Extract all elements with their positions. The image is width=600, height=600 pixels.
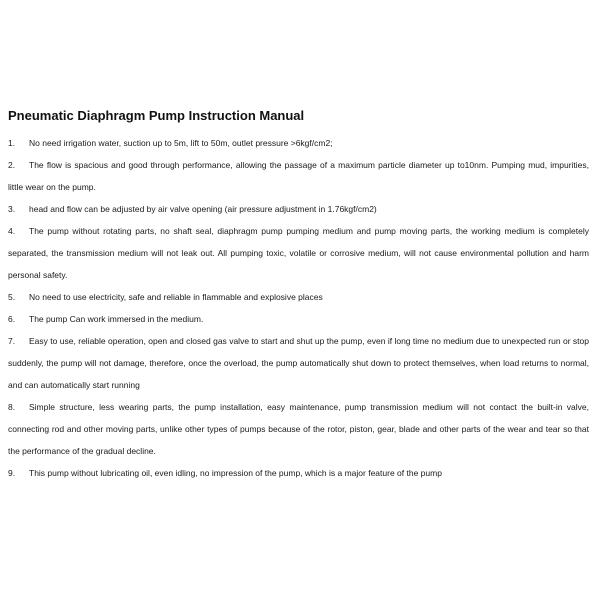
list-item	[8, 462, 589, 484]
item-text: The pump Can work immersed in the medium.	[29, 314, 204, 324]
list-item	[8, 154, 589, 198]
list-item	[8, 198, 589, 220]
item-number: 6.	[8, 314, 16, 324]
list-item	[8, 132, 589, 154]
list-item	[8, 220, 589, 286]
item-number: 2.	[8, 160, 16, 170]
item-text: The pump without rotating parts, no shaft seal, diaphragm pump pumping medium and pump moving parts, the working medium is completely separated, the transmission medium will not leak out. All pumping toxic, volatile or corrosive medium, will not cause environmental pollution and harm personal safety.	[8, 226, 589, 280]
item-number: 7.	[8, 336, 16, 346]
item-text: No need to use electricity, safe and reliable in flammable and explosive places	[29, 292, 323, 302]
item-text: The flow is spacious and good through performance, allowing the passage of a maximum particle diameter up to10nm. Pumping mud, impurities, little wear on the pump.	[8, 160, 589, 192]
item-text: This pump without lubricating oil, even idling, no impression of the pump, which is a major feature of the pump	[29, 468, 442, 478]
item-text: Simple structure, less wearing parts, the pump installation, easy maintenance, pump transmission medium will not contact the built-in valve, connecting rod and other moving parts, unlike other types of pumps because of the rotor, piston, gear, blade and other parts of the wear and tear so that the performance of the gradual decline.	[8, 402, 589, 456]
list-item	[8, 308, 589, 330]
item-number: 4.	[8, 226, 16, 236]
list-item	[8, 330, 589, 396]
item-number: 3.	[8, 204, 16, 214]
item-number: 9.	[8, 468, 16, 478]
document-title: Pneumatic Diaphragm Pump Instruction Manual	[8, 108, 305, 123]
manual-document	[8, 108, 589, 484]
item-text: No need irrigation water, suction up to 5m, lift to 50m, outlet pressure >6kgf/cm2;	[29, 138, 333, 148]
list-item	[8, 396, 589, 462]
list-item	[8, 286, 589, 308]
item-number: 5.	[8, 292, 16, 302]
item-text: head and flow can be adjusted by air valve opening (air pressure adjustment in 1.76kgf/cm2)	[29, 204, 377, 214]
item-text: Easy to use, reliable operation, open and closed gas valve to start and shut up the pump, even if long time no medium due to unexpected run or stop suddenly, the pump will not damage, therefore, once the overload, the pump automatically shut down to protect themselves, when load returns to normal, and can automatically start running	[8, 336, 589, 390]
item-number: 8.	[8, 402, 16, 412]
item-number: 1.	[8, 138, 16, 148]
